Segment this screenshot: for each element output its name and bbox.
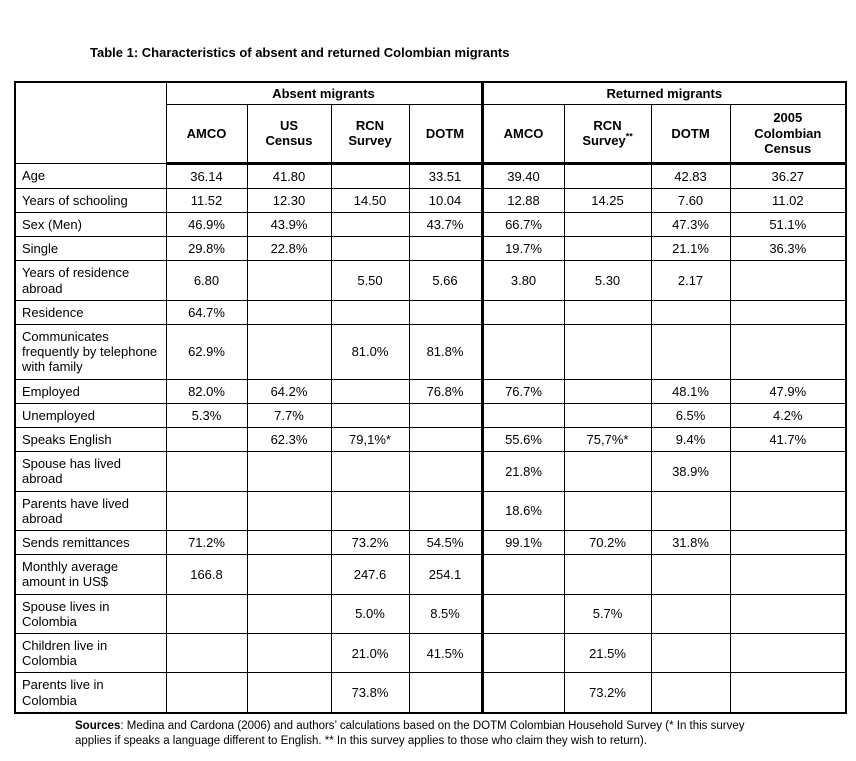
- value-cell: [331, 491, 409, 530]
- row-label: Speaks English: [15, 428, 166, 452]
- value-cell: 64.7%: [166, 300, 247, 324]
- value-cell: [247, 673, 331, 713]
- value-cell: [247, 594, 331, 633]
- value-cell: 41.7%: [730, 428, 846, 452]
- value-cell: 21.0%: [331, 634, 409, 673]
- table-row: [15, 379, 846, 403]
- table-row: [15, 555, 846, 594]
- value-cell: 54.5%: [409, 531, 482, 555]
- table-row: [15, 237, 846, 261]
- value-cell: [482, 555, 564, 594]
- value-cell: [409, 403, 482, 427]
- table-row: [15, 531, 846, 555]
- value-cell: 62.3%: [247, 428, 331, 452]
- value-cell: 66.7%: [482, 212, 564, 236]
- value-cell: 10.04: [409, 188, 482, 212]
- value-cell: [409, 673, 482, 713]
- value-cell: 7.7%: [247, 403, 331, 427]
- value-cell: [651, 325, 730, 380]
- row-label: Residence: [15, 300, 166, 324]
- value-cell: 29.8%: [166, 237, 247, 261]
- value-cell: 11.02: [730, 188, 846, 212]
- value-cell: [564, 163, 651, 188]
- value-cell: [247, 531, 331, 555]
- value-cell: 5.0%: [331, 594, 409, 633]
- table-row: [15, 452, 846, 491]
- value-cell: 39.40: [482, 163, 564, 188]
- value-cell: [482, 634, 564, 673]
- value-cell: [247, 634, 331, 673]
- value-cell: 5.30: [564, 261, 651, 300]
- value-cell: [564, 325, 651, 380]
- value-cell: 47.9%: [730, 379, 846, 403]
- value-cell: 3.80: [482, 261, 564, 300]
- row-label: Sends remittances: [15, 531, 166, 555]
- table-row: [15, 428, 846, 452]
- value-cell: [730, 634, 846, 673]
- value-cell: [651, 555, 730, 594]
- value-cell: 48.1%: [651, 379, 730, 403]
- value-cell: 46.9%: [166, 212, 247, 236]
- table-row: [15, 594, 846, 633]
- group-header-absent: Absent migrants: [166, 82, 482, 105]
- column-header: AMCO: [166, 105, 247, 164]
- value-cell: [409, 300, 482, 324]
- value-cell: [409, 237, 482, 261]
- value-cell: 6.5%: [651, 403, 730, 427]
- value-cell: 99.1%: [482, 531, 564, 555]
- column-header: 2005 Colombian Census: [730, 105, 846, 164]
- column-header: US Census: [247, 105, 331, 164]
- value-cell: [247, 452, 331, 491]
- row-label: Parents have lived abroad: [15, 491, 166, 530]
- value-cell: 21.1%: [651, 237, 730, 261]
- column-header: RCN Survey**: [564, 105, 651, 164]
- table-row: [15, 300, 846, 324]
- table-row: [15, 188, 846, 212]
- value-cell: 5.50: [331, 261, 409, 300]
- value-cell: 41.5%: [409, 634, 482, 673]
- value-cell: [166, 594, 247, 633]
- value-cell: [730, 555, 846, 594]
- value-cell: [482, 403, 564, 427]
- value-cell: 247.6: [331, 555, 409, 594]
- value-cell: [564, 452, 651, 491]
- value-cell: [651, 634, 730, 673]
- value-cell: [409, 491, 482, 530]
- value-cell: 7.60: [651, 188, 730, 212]
- value-cell: [651, 300, 730, 324]
- column-header: DOTM: [651, 105, 730, 164]
- value-cell: [482, 325, 564, 380]
- value-cell: 33.51: [409, 163, 482, 188]
- value-cell: 36.27: [730, 163, 846, 188]
- table-row: [15, 403, 846, 427]
- value-cell: 47.3%: [651, 212, 730, 236]
- table-row: [15, 325, 846, 380]
- sources-note: [75, 719, 780, 749]
- value-cell: 81.0%: [331, 325, 409, 380]
- row-label: Children live in Colombia: [15, 634, 166, 673]
- value-cell: [651, 594, 730, 633]
- value-cell: 76.8%: [409, 379, 482, 403]
- table-title: Table 1: Characteristics of absent and returned Colombian migrants: [90, 45, 510, 60]
- sources-text: : Medina and Cardona (2006) and authors’ calculations based on the DOTM Colombian Household Survey (* In this survey applies if speaks a language different to English. ** In this survey applies to those who claim they wish to return).: [75, 719, 745, 748]
- value-cell: 73.2%: [331, 531, 409, 555]
- value-cell: [331, 379, 409, 403]
- value-cell: [331, 163, 409, 188]
- value-cell: [247, 491, 331, 530]
- value-cell: [651, 491, 730, 530]
- value-cell: 70.2%: [564, 531, 651, 555]
- value-cell: 38.9%: [651, 452, 730, 491]
- value-cell: 64.2%: [247, 379, 331, 403]
- value-cell: [331, 212, 409, 236]
- sources-label: Sources: [75, 719, 121, 732]
- value-cell: [247, 300, 331, 324]
- value-cell: 8.5%: [409, 594, 482, 633]
- value-cell: 5.66: [409, 261, 482, 300]
- row-label: Communicates frequently by telephone with family: [15, 325, 166, 380]
- value-cell: [730, 300, 846, 324]
- table-row: [15, 212, 846, 236]
- value-cell: [166, 673, 247, 713]
- value-cell: [482, 673, 564, 713]
- value-cell: 62.9%: [166, 325, 247, 380]
- value-cell: 254.1: [409, 555, 482, 594]
- row-label: Employed: [15, 379, 166, 403]
- value-cell: [166, 452, 247, 491]
- value-cell: 36.14: [166, 163, 247, 188]
- row-label: Unemployed: [15, 403, 166, 427]
- corner-cell: [15, 82, 166, 163]
- row-label: Single: [15, 237, 166, 261]
- value-cell: [730, 325, 846, 380]
- row-label: Parents live in Colombia: [15, 673, 166, 713]
- value-cell: 14.50: [331, 188, 409, 212]
- table-row: [15, 163, 846, 188]
- value-cell: 82.0%: [166, 379, 247, 403]
- value-cell: 21.8%: [482, 452, 564, 491]
- value-cell: 9.4%: [651, 428, 730, 452]
- value-cell: [166, 491, 247, 530]
- row-label: Years of schooling: [15, 188, 166, 212]
- value-cell: 21.5%: [564, 634, 651, 673]
- migrants-table: [14, 81, 847, 714]
- value-cell: 31.8%: [651, 531, 730, 555]
- table-row: [15, 261, 846, 300]
- value-cell: 76.7%: [482, 379, 564, 403]
- row-label: Age: [15, 163, 166, 188]
- value-cell: [564, 300, 651, 324]
- row-label: Spouse has lived abroad: [15, 452, 166, 491]
- value-cell: [564, 403, 651, 427]
- table-body: [15, 163, 846, 713]
- value-cell: [331, 237, 409, 261]
- value-cell: [564, 491, 651, 530]
- value-cell: [651, 673, 730, 713]
- value-cell: 12.88: [482, 188, 564, 212]
- group-header-returned: Returned migrants: [482, 82, 846, 105]
- value-cell: 73.2%: [564, 673, 651, 713]
- row-label: Years of residence abroad: [15, 261, 166, 300]
- value-cell: 12.30: [247, 188, 331, 212]
- value-cell: [564, 379, 651, 403]
- value-cell: [482, 594, 564, 633]
- value-cell: 166.8: [166, 555, 247, 594]
- value-cell: 36.3%: [730, 237, 846, 261]
- value-cell: 43.7%: [409, 212, 482, 236]
- value-cell: [730, 673, 846, 713]
- value-cell: [247, 325, 331, 380]
- value-cell: [331, 300, 409, 324]
- value-cell: 71.2%: [166, 531, 247, 555]
- column-header: AMCO: [482, 105, 564, 164]
- group-header-row: [15, 82, 846, 105]
- value-cell: 75,7%*: [564, 428, 651, 452]
- value-cell: [482, 300, 564, 324]
- column-header: DOTM: [409, 105, 482, 164]
- table-row: [15, 673, 846, 713]
- value-cell: 11.52: [166, 188, 247, 212]
- column-header: RCN Survey: [331, 105, 409, 164]
- value-cell: 22.8%: [247, 237, 331, 261]
- value-cell: [730, 594, 846, 633]
- value-cell: [409, 428, 482, 452]
- row-label: Sex (Men): [15, 212, 166, 236]
- value-cell: 5.7%: [564, 594, 651, 633]
- value-cell: [564, 237, 651, 261]
- value-cell: 18.6%: [482, 491, 564, 530]
- value-cell: [247, 555, 331, 594]
- value-cell: [730, 491, 846, 530]
- value-cell: [730, 261, 846, 300]
- value-cell: 73.8%: [331, 673, 409, 713]
- row-label: Spouse lives in Colombia: [15, 594, 166, 633]
- value-cell: 14.25: [564, 188, 651, 212]
- value-cell: [409, 452, 482, 491]
- row-label: Monthly average amount in US$: [15, 555, 166, 594]
- value-cell: [730, 452, 846, 491]
- value-cell: 2.17: [651, 261, 730, 300]
- value-cell: 79,1%*: [331, 428, 409, 452]
- value-cell: [730, 531, 846, 555]
- value-cell: [247, 261, 331, 300]
- value-cell: 81.8%: [409, 325, 482, 380]
- value-cell: [166, 428, 247, 452]
- value-cell: [564, 555, 651, 594]
- value-cell: 42.83: [651, 163, 730, 188]
- value-cell: 43.9%: [247, 212, 331, 236]
- value-cell: 5.3%: [166, 403, 247, 427]
- table-row: [15, 491, 846, 530]
- value-cell: [564, 212, 651, 236]
- value-cell: 41.80: [247, 163, 331, 188]
- value-cell: [331, 452, 409, 491]
- value-cell: 6.80: [166, 261, 247, 300]
- table-row: [15, 634, 846, 673]
- value-cell: [331, 403, 409, 427]
- value-cell: 4.2%: [730, 403, 846, 427]
- value-cell: 51.1%: [730, 212, 846, 236]
- value-cell: [166, 634, 247, 673]
- value-cell: 55.6%: [482, 428, 564, 452]
- value-cell: 19.7%: [482, 237, 564, 261]
